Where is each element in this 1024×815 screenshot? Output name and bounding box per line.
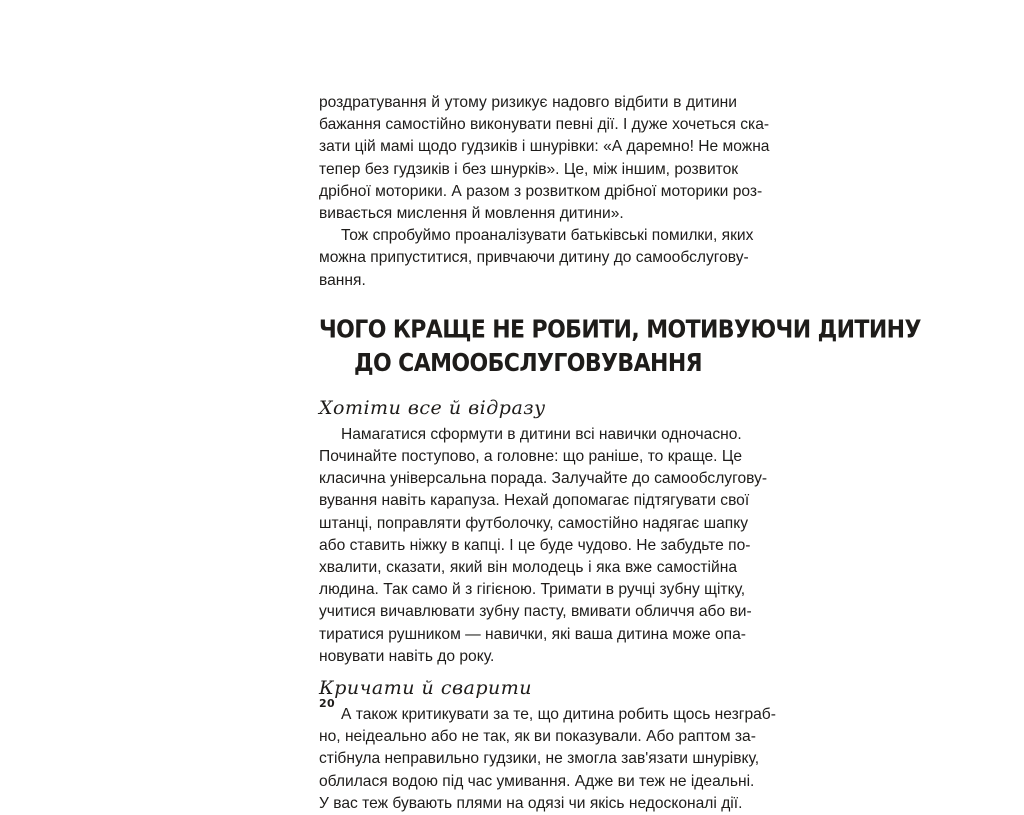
text-line: Намагатися сформути в дитини всі навички одночасно.: [341, 425, 742, 443]
chapter-heading: [319, 314, 921, 381]
text-line: роздратування й утому ризикує надовго відбити в дитини: [319, 94, 737, 111]
text-line: бажання самостійно виконувати певні дії. І дуже хочеться ска-: [319, 116, 770, 134]
section-1-paragraph: [319, 424, 768, 668]
intro-paragraph: [319, 92, 770, 225]
text-line: хвалити, сказати, який він молодець і яка вже самостійна: [319, 559, 737, 577]
text-column: [319, 92, 921, 815]
text-line: або ставить ніжку в капці. І це буде чудово. Не забудьте по-: [319, 536, 751, 554]
text-line: У вас теж бувають плями на одязі чи якісь недосконалі дії.: [319, 794, 743, 812]
text-line: Починайте поступово, а головне: що раніше, то краще. Це: [319, 448, 743, 466]
text-line: можна припуститися, привчаючи дитину до самообслугову-: [319, 249, 749, 267]
text-line: вання.: [319, 271, 366, 289]
text-line: вування навіть карапуза. Нехай допомагає підтягувати свої: [319, 492, 750, 510]
text-line: тиратися рушником — навички, які ваша дитина може опа-: [319, 625, 746, 643]
text-line: дрібної моторики. А разом з розвитком дрібної моторики роз-: [319, 182, 763, 200]
text-line: стібнула неправильно гудзики, не змогла зав'язати шнурівку,: [319, 750, 760, 768]
text-line: зати цій мамі щодо гудзиків і шнурівки: «А даремно! Не можна: [319, 138, 770, 156]
text-line: А також критикувати за те, що дитина робить щось незграб-: [341, 706, 776, 724]
section-title-2: Кричати й сварити: [319, 677, 533, 700]
text-line: учитися вичавлювати зубну пасту, вмивати обличчя або ви-: [319, 603, 752, 621]
text-line: новувати навіть до року.: [319, 647, 495, 665]
page-number: 20: [319, 697, 336, 710]
second-paragraph: [319, 225, 754, 292]
text-line: класична універсальна порада. Залучайте до самообслугову-: [319, 470, 768, 488]
text-line: облилася водою під час умивання. Адже ви теж не ідеальні.: [319, 772, 755, 790]
section-2-paragraph: [319, 704, 776, 815]
text-line: людина. Так само й з гігієною. Тримати в ручці зубну щітку,: [319, 581, 746, 599]
text-line: штанці, поправляти футболочку, самостійно надягає шапку: [319, 514, 749, 532]
text-line: но, неідеально або не так, як ви показували. Або раптом за-: [319, 728, 756, 746]
heading-line-2: ДО САМООБСЛУГОВУВАННЯ: [354, 349, 702, 378]
text-line: тепер без гудзиків і без шнурків». Це, між іншим, розвиток: [319, 160, 739, 178]
text-line: Тож спробуймо проаналізувати батьківські помилки, яких: [341, 227, 754, 245]
heading-line-1: ЧОГО КРАЩЕ НЕ РОБИТИ, МОТИВУЮЧИ ДИТИНУ: [319, 316, 921, 345]
text-line: вивається мислення й мовлення дитини».: [319, 205, 624, 223]
section-title-1: Хотіти все й відразу: [319, 396, 546, 419]
